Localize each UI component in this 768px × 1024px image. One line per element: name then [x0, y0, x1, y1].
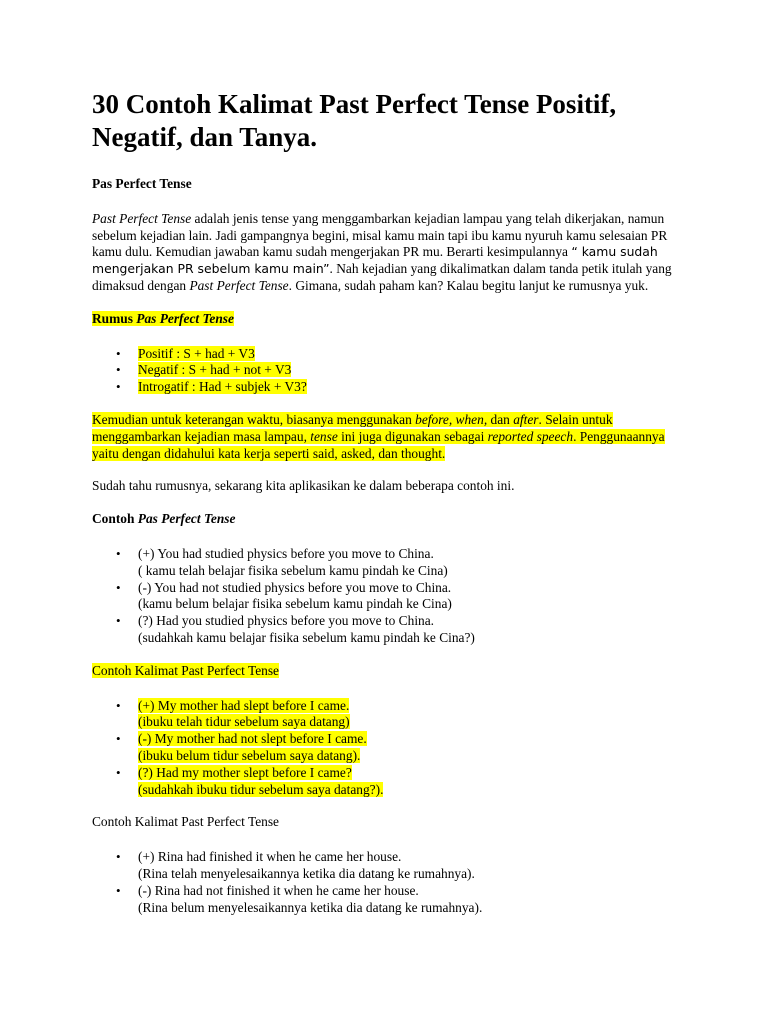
contoh3-list [92, 849, 676, 916]
contoh1-list [92, 546, 676, 647]
keterangan-text-4: ini juga digunakan sebagai [337, 428, 488, 444]
intro-term: Past Perfect Tense [92, 210, 192, 226]
example-english: • (-) You had not studied physics before you move to China. [138, 579, 452, 595]
contoh1-heading-italic: Pas Perfect Tense [137, 511, 236, 527]
intro-quote: “ kamu sudah mengerjakan PR sebelum kamu main” [92, 244, 658, 277]
example-translation: (ibuku telah tidur sebelum saya datang) [138, 714, 350, 730]
example-translation: (Rina telah menyelesaikannya ketika dia datang ke rumahnya). [138, 865, 475, 881]
keterangan-text-2: dan [487, 411, 514, 427]
list-item [138, 731, 676, 765]
keterangan-italic-3: tense [310, 428, 338, 444]
keterangan-text-1: Kemudian untuk keterangan waktu, biasanya menggunakan [92, 411, 416, 427]
example-translation: (ibuku belum tidur sebelum saya datang). [138, 747, 361, 763]
rumus-heading [92, 311, 676, 328]
intro-paragraph [92, 211, 676, 295]
contoh2-heading [92, 663, 676, 680]
rumus-list [92, 346, 676, 396]
keterangan-text-5: . Penggunaannya yaitu dengan didahului kata kerja seperti said, asked, dan thought. [92, 428, 665, 461]
example-english: • (-) Rina had not finished it when he came her house. [138, 882, 419, 898]
sudah-tahu-paragraph: Sudah tahu rumusnya, sekarang kita aplikasikan ke dalam beberapa contoh ini. [92, 478, 515, 494]
example-english: • (+) You had studied physics before you move to China. [138, 545, 434, 561]
example-translation: (sudahkah kamu belajar fisika sebelum kamu pindah ke Cina?) [138, 629, 475, 645]
example-english: • (+) Rina had finished it when he came her house. [138, 849, 402, 865]
intro-text-3: . Gimana, sudah paham kan? Kalau begitu lanjut ke rumusnya yuk. [288, 277, 649, 293]
list-item [138, 346, 676, 363]
example-translation: ( kamu telah belajar fisika sebelum kamu pindah ke Cina) [138, 562, 448, 578]
rumus-heading-bold: Rumus [92, 310, 137, 326]
list-item [138, 362, 676, 379]
rumus-item-positif: Positif : S + had + V3 [138, 345, 255, 361]
list-item [138, 698, 676, 732]
contoh1-heading [92, 511, 676, 528]
list-item [138, 379, 676, 396]
list-item [138, 765, 676, 799]
contoh2-heading-text: Contoh Kalimat Past Perfect Tense [92, 662, 279, 678]
section-heading-text: Pas Perfect Tense [92, 176, 192, 191]
contoh1-heading-text: Contoh [92, 511, 138, 527]
example-english: • (?) Had you studied physics before you move to China. [138, 613, 435, 629]
keterangan-paragraph [92, 412, 676, 462]
list-item [138, 883, 676, 917]
example-english: (?) Had my mother slept before I came? [138, 764, 352, 780]
section-heading-pas-perfect-tense [92, 176, 676, 193]
keterangan-italic-1: before, when, [415, 411, 488, 427]
rumus-heading-italic: Pas Perfect Tense [136, 310, 234, 326]
keterangan-italic-4: reported speech [487, 428, 574, 444]
contoh3-heading: Contoh Kalimat Past Perfect Tense [92, 814, 279, 830]
list-item [138, 546, 676, 580]
keterangan-text-3: . Selain untuk menggambarkan kejadian masa lampau, [92, 411, 613, 444]
list-item [138, 613, 676, 647]
rumus-heading-highlight [92, 311, 234, 326]
contoh2-list [92, 698, 676, 799]
intro-text-2: . Nah kejadian yang dikalimatkan dalam tanda petik itulah yang dimaksud dengan [92, 261, 672, 293]
list-item [138, 580, 676, 614]
example-translation: (sudahkah ibuku tidur sebelum saya datang?). [138, 781, 384, 797]
example-translation: (Rina belum menyelesaikannya ketika dia datang ke rumahnya). [138, 899, 483, 915]
intro-text-1: adalah jenis tense yang menggambarkan kejadian lampau yang telah dikerjakan, namun sebelum kejadian lain. Jadi gampangnya begini, misal kamu main tapi ibu kamu nyuruh kamu selesaian PR kamu dulu. Kemudian jawaban kamu sudah mengerjakan PR mu. Berarti kesimpulannya [92, 210, 668, 260]
rumus-item-introgatif: Introgatif : Had + subjek + V3? [138, 379, 307, 395]
example-translation: (kamu belum belajar fisika sebelum kamu pindah ke Cina) [138, 596, 452, 612]
example-english: (-) My mother had not slept before I came. [138, 731, 367, 747]
rumus-item-negatif: Negatif : S + had + not + V3 [138, 362, 292, 378]
intro-term-2: Past Perfect Tense [189, 277, 289, 293]
document-title: 30 Contoh Kalimat Past Perfect Tense Positif, Negatif, dan Tanya. [92, 89, 617, 152]
example-english: (+) My mother had slept before I came. [138, 697, 350, 713]
keterangan-italic-2: after [513, 411, 539, 427]
keterangan-highlight [92, 412, 665, 461]
list-item [138, 849, 676, 883]
